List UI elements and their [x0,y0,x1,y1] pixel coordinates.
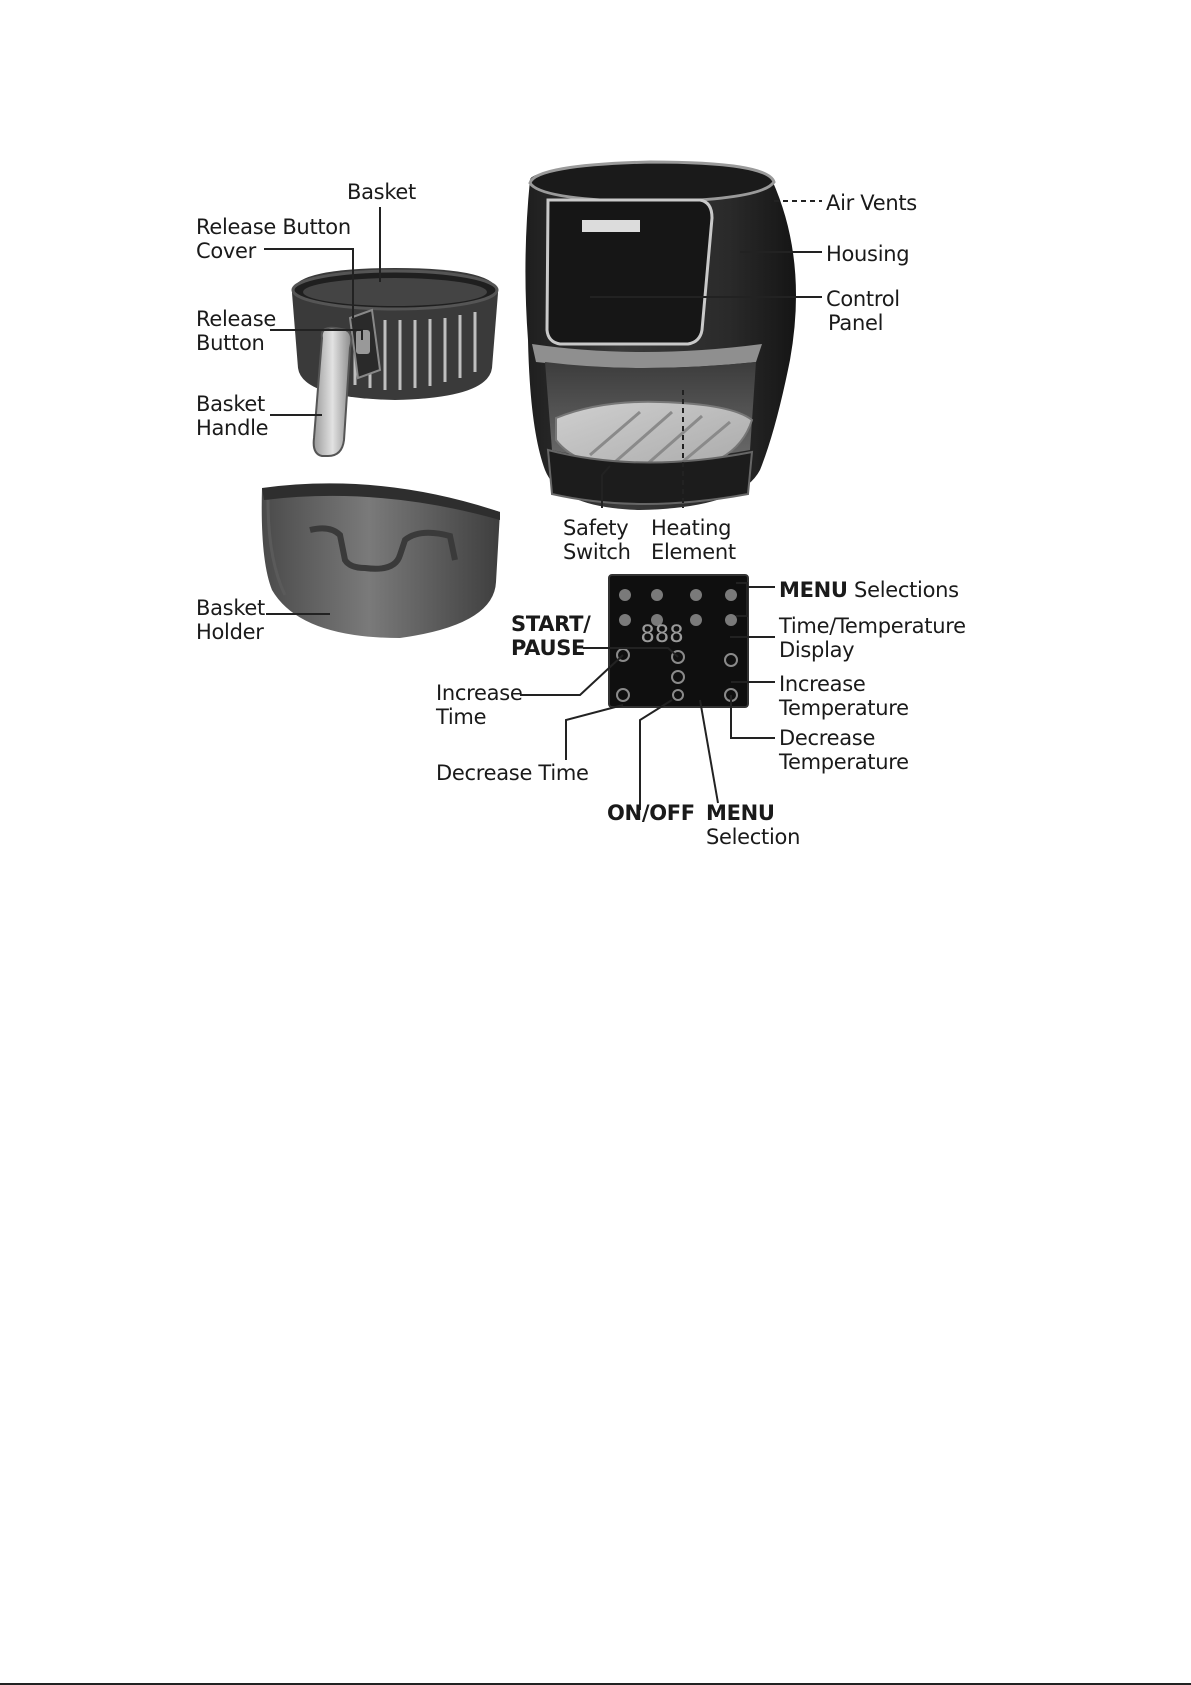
control-panel-closeup [609,575,748,707]
label-increase-temperature: Increase Temperature [779,672,909,720]
label-increase-time: Increase Time [436,681,523,729]
label-on-off: ON/OFF [607,801,695,825]
label-menu-selection: MENU Selection [706,801,801,849]
label-start-pause: START/ PAUSE [511,612,591,660]
air-fryer-illustration [525,162,796,510]
label-basket-holder: Basket Holder [196,596,265,644]
label-control-panel: Control Panel [826,287,900,335]
label-time-temperature-display: Time/Temperature Display [779,614,966,662]
label-basket-handle: Basket Handle [196,392,269,440]
label-basket: Basket [347,180,416,204]
label-menu-selections: MENU Selections [779,578,959,602]
label-safety-switch: Safety Switch [563,516,631,564]
label-decrease-temperature: Decrease Temperature [779,726,909,774]
label-release-button-cover: Release Button Cover [196,215,351,263]
display-highlight [582,220,640,232]
time-temperature-readout: 888 [640,620,684,648]
label-heating-element: Heating Element [651,516,736,564]
label-decrease-time: Decrease Time [436,761,589,785]
label-housing: Housing [826,242,910,266]
label-air-vents: Air Vents [826,191,917,215]
basket-illustration [292,268,498,456]
label-release-button: Release Button [196,307,276,355]
